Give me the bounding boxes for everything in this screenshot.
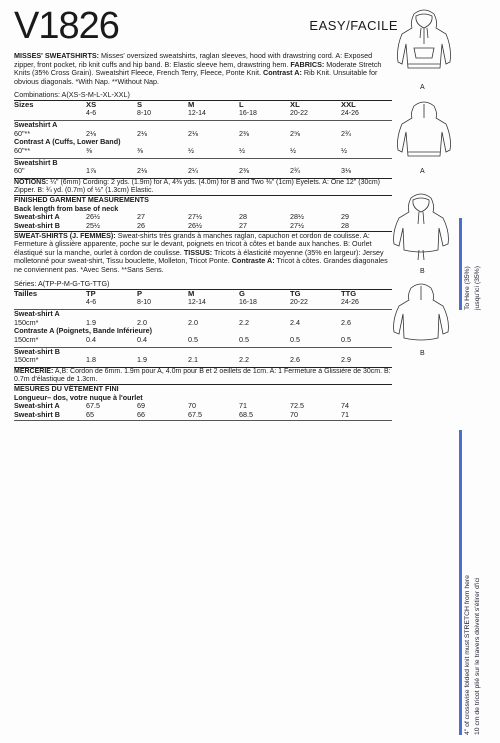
range-cell: 8-10 bbox=[137, 298, 152, 306]
contraste-a-row-fr bbox=[14, 336, 392, 345]
yardage-cell: 2⅛ bbox=[137, 128, 147, 138]
measure-cell: 27½ bbox=[188, 212, 202, 222]
yardage-cell: ⅜ bbox=[86, 145, 92, 155]
metrage-cell: 2.4 bbox=[290, 317, 300, 327]
sweat-shirt-b-label-fr: Sweat-shirt B bbox=[14, 346, 60, 356]
metrage-cell: 0.5 bbox=[188, 335, 198, 345]
metrage-cell: 2.1 bbox=[188, 355, 198, 365]
yardage-cell: ½ bbox=[188, 145, 194, 155]
contrast-a-label: Contrast A (Cuffs, Lower Band) bbox=[14, 137, 121, 147]
size-cell: S bbox=[137, 99, 143, 109]
metrage-cell: 1.9 bbox=[86, 317, 96, 327]
measure-cell: 27 bbox=[239, 220, 247, 230]
size-cell: M bbox=[188, 289, 195, 299]
sweatshirt-a-front-drawing bbox=[392, 6, 456, 84]
metrage-cell: 0.5 bbox=[290, 335, 300, 345]
yardage-cell: ½ bbox=[290, 145, 296, 155]
finished-a-label: Sweat-shirt A bbox=[14, 212, 60, 222]
french-description-text: Sweat-shirts très grands à manches raglan, capuchon et cordon de coulisse. A: Fermeture à glissière apparente, poche sur le devant, poignets en tricot à côtes et bande aux hanches. B: Ourlet élastiqué sur la manche, ourlet à cordon de coulisse. bbox=[14, 230, 372, 257]
range-cell: 24-26 bbox=[341, 298, 359, 306]
header bbox=[14, 4, 398, 48]
range-cell: 12-14 bbox=[188, 109, 206, 117]
yardage-cell: 2⅛ bbox=[188, 128, 198, 138]
range-cell: 16-18 bbox=[239, 109, 257, 117]
metrage-cell: 2.0 bbox=[137, 317, 147, 327]
mercerie bbox=[14, 368, 392, 384]
range-cell: 8-10 bbox=[137, 109, 152, 117]
measure-cell: 26 bbox=[137, 220, 145, 230]
size-cell: M bbox=[188, 99, 195, 109]
yardage-cell: 2⅛ bbox=[86, 128, 96, 138]
metrage-cell: 0.5 bbox=[341, 335, 351, 345]
difficulty-level: EASY/FACILE bbox=[309, 18, 398, 33]
metrage-cell: 1.9 bbox=[137, 355, 147, 365]
stretch-instruction-en: 4" of crosswise folded knit must STRETCH from here bbox=[464, 575, 471, 735]
size-cell: XXL bbox=[341, 99, 356, 109]
finished-b-row bbox=[14, 222, 392, 231]
fabric-width: 150cm* bbox=[14, 355, 39, 365]
finished-a-row bbox=[14, 213, 392, 222]
finished-a-label-fr: Sweat-shirt A bbox=[14, 401, 60, 411]
measure-cell: 70 bbox=[188, 401, 196, 411]
stretch-instruction-fr: 10 cm de tricot plié sur le travers doivent s'étirer d'ici bbox=[474, 577, 481, 735]
size-cell: TP bbox=[86, 289, 96, 299]
measure-cell: 28½ bbox=[290, 212, 304, 222]
sweat-shirt-a-label-fr: Sweat-shirt A bbox=[14, 309, 60, 319]
fabrics-label: FABRICS: bbox=[290, 59, 325, 69]
sweat-shirt-b-row-fr bbox=[14, 356, 392, 365]
metrage-cell: 0.4 bbox=[137, 335, 147, 345]
size-cell: G bbox=[239, 289, 245, 299]
english-description-text: Misses' oversized sweatshirts, raglan sleeves, hood with drawstring cord. A: Exposed zipper, front pocket, rib knit cuffs and hip band. B: Elastic sleeve hem, drawstring hem. bbox=[14, 51, 373, 69]
french-title: SWEAT-SHIRTS (J. FEMMES): bbox=[14, 230, 116, 240]
notions-label: NOTIONS: bbox=[14, 178, 49, 186]
yardage-cell: 2⅜ bbox=[239, 128, 249, 138]
fabric-width: 60" bbox=[14, 166, 25, 176]
metrage-cell: 2.9 bbox=[341, 355, 351, 365]
measure-cell: 67.5 bbox=[86, 401, 100, 411]
combinations: Combinations: A(XS-S-M-L-XL-XXL) bbox=[14, 90, 130, 100]
yardage-cell: 1⅞ bbox=[86, 166, 96, 176]
range-row-fr bbox=[14, 299, 392, 308]
yardage-cell: 2⅛ bbox=[137, 166, 147, 176]
metrage-cell: 2.2 bbox=[239, 317, 249, 327]
sweatshirt-b-front-drawing bbox=[388, 190, 454, 268]
sketch-back-b bbox=[388, 282, 454, 348]
measure-cell: 29 bbox=[341, 212, 349, 222]
size-header-row-fr bbox=[14, 290, 392, 299]
size-cell: XL bbox=[290, 99, 300, 109]
contrast-a-row bbox=[14, 147, 392, 156]
metrage-cell: 1.8 bbox=[86, 355, 96, 365]
size-cell: TTG bbox=[341, 289, 357, 299]
measure-cell: 70 bbox=[290, 410, 298, 419]
metrage-cell: 2.6 bbox=[341, 317, 351, 327]
fabrics-text: Moderate Stretch Knits (35% Cross Grain). Sweatshirt Fleece, French Terry, Fleece, Ponte Knit. bbox=[14, 59, 382, 78]
contraste-label: Contraste A: bbox=[231, 256, 275, 266]
measure-cell: 26½ bbox=[86, 212, 100, 222]
size-cell: L bbox=[239, 99, 244, 109]
to-here-marker bbox=[459, 218, 462, 310]
size-cell: P bbox=[137, 289, 143, 299]
back-length-label: Back length from base of neck bbox=[14, 203, 119, 213]
range-cell: 20-22 bbox=[290, 109, 308, 117]
finished-b-label: Sweat-shirt B bbox=[14, 220, 60, 230]
range-row bbox=[14, 110, 392, 119]
size-cell: XS bbox=[86, 99, 97, 109]
sweatshirt-a-back-drawing bbox=[392, 100, 456, 166]
yardage-cell: 2¼ bbox=[188, 166, 198, 176]
notions-text: ¼" (6mm) Cording: 2 yds. (1.9m) for A, 4⅜ yds. (4.0m) for B and Two ⅜" (1cm) Eyelets. A: One 12" (30cm) Zipper. B: ¾ yd. (0.7m) of ½" (1.3cm) Elastic. bbox=[14, 178, 381, 194]
stretch-bar bbox=[459, 430, 462, 735]
sizes-label: Sizes bbox=[14, 99, 34, 109]
notions bbox=[14, 179, 392, 195]
divider bbox=[14, 420, 392, 421]
measure-cell: 65 bbox=[86, 410, 94, 419]
measure-cell: 27½ bbox=[290, 220, 304, 230]
yardage-cell: 3⅛ bbox=[341, 166, 351, 176]
finished-title-fr: MESURES DU VÊTEMENT FINI bbox=[14, 384, 119, 394]
range-cell: 24-26 bbox=[341, 109, 359, 117]
sketch-label: A bbox=[420, 84, 425, 91]
to-here-label: To Here (35%) bbox=[464, 266, 471, 310]
yardage-cell: 2¾ bbox=[290, 166, 300, 176]
yardage-cell: ⅜ bbox=[137, 145, 143, 155]
metrage-cell: 0.4 bbox=[86, 335, 96, 345]
fabric-width: 60"** bbox=[14, 128, 31, 138]
measure-cell: 26½ bbox=[188, 220, 202, 230]
measure-cell: 67.5 bbox=[188, 410, 202, 419]
measure-cell: 27 bbox=[137, 212, 145, 222]
measure-cell: 25½ bbox=[86, 220, 100, 230]
sketch-back-a bbox=[392, 100, 456, 166]
sweatshirt-b-row bbox=[14, 167, 392, 176]
sketch-front-a bbox=[392, 6, 456, 84]
size-cell: TG bbox=[290, 289, 301, 299]
jusqu-ici-label: jusqu'ici (35%) bbox=[474, 266, 481, 310]
pattern-info bbox=[14, 52, 392, 421]
english-description bbox=[14, 52, 392, 86]
sweatshirt-b-back-drawing bbox=[388, 282, 454, 348]
back-length-label-fr: Longueur– dos, votre nuque à l'ourlet bbox=[14, 392, 143, 402]
mercerie-text: A,B: Cordon de 6mm. 1.9m pour A, 4.0m pour B et 2 oeillets de 1cm. A: 1 Fermeture à Glissière de 30cm. B: 0.7m d'élastique de 1.3cm. bbox=[14, 367, 391, 384]
fabric-width: 150cm* bbox=[14, 317, 39, 327]
measure-cell: 66 bbox=[137, 410, 145, 419]
range-cell: 4-6 bbox=[86, 298, 97, 306]
measure-cell: 68.5 bbox=[239, 410, 253, 419]
finished-a-row-fr bbox=[14, 402, 392, 411]
sketch-label: B bbox=[420, 268, 425, 275]
contrast-label: Contrast A: bbox=[263, 68, 302, 78]
size-header-row bbox=[14, 101, 392, 110]
finished-title: FINISHED GARMENT MEASUREMENTS bbox=[14, 195, 149, 205]
sweatshirt-a-label: Sweatshirt A bbox=[14, 120, 58, 130]
metrage-cell: 0.5 bbox=[239, 335, 249, 345]
sweatshirt-b-label: Sweatshirt B bbox=[14, 157, 58, 167]
yardage-cell: ½ bbox=[239, 145, 245, 155]
contrast-text: Rib Knit. Unsuitable for obvious diagonals. *With Nap. **Without Nap. bbox=[14, 68, 378, 86]
metrage-cell: 2.2 bbox=[239, 355, 249, 365]
sketch-label: B bbox=[420, 350, 425, 357]
yardage-cell: 2⅝ bbox=[290, 128, 300, 138]
measure-cell: 28 bbox=[239, 212, 247, 222]
tailles-label: Tailles bbox=[14, 289, 38, 299]
fabric-width: 60"** bbox=[14, 145, 31, 155]
range-cell: 20-22 bbox=[290, 298, 308, 306]
measure-cell: 69 bbox=[137, 401, 145, 411]
metrage-cell: 2.0 bbox=[188, 317, 198, 327]
measure-cell: 72.5 bbox=[290, 401, 304, 411]
pattern-number: V1826 bbox=[14, 5, 119, 47]
metrage-cell: 2.6 bbox=[290, 355, 300, 365]
range-cell: 16-18 bbox=[239, 298, 257, 306]
sketch-label: A bbox=[420, 168, 425, 175]
tissus-text: Tricots à élasticité moyenne (35% en largeur): Jersey molletonné pour sweat-shirt, Tissu bouclette, Molleton, Tricot Ponte. bbox=[14, 247, 384, 266]
measure-cell: 28 bbox=[341, 220, 349, 230]
french-description bbox=[14, 232, 392, 275]
english-title: MISSES' SWEATSHIRTS: bbox=[14, 51, 100, 60]
range-cell: 12-14 bbox=[188, 298, 206, 306]
measure-cell: 71 bbox=[341, 410, 349, 419]
sketch-front-b bbox=[388, 190, 454, 268]
fabric-width: 150cm* bbox=[14, 335, 39, 345]
measure-cell: 74 bbox=[341, 401, 349, 411]
yardage-cell: ½ bbox=[341, 145, 347, 155]
mercerie-label: MERCERIE: bbox=[14, 367, 54, 375]
yardage-cell: 2⅜ bbox=[239, 166, 249, 176]
finished-b-label-fr: Sweat-shirt B bbox=[14, 410, 60, 419]
range-cell: 4-6 bbox=[86, 109, 97, 117]
tissus-label: TISSUS: bbox=[183, 247, 213, 257]
series: Séries: A(TP-P-M-G-TG-TTG) bbox=[14, 279, 110, 289]
finished-b-row-fr bbox=[14, 411, 392, 420]
contraste-text: Tricot à côtes. Grandes diagonales ne conviennent pas. *Avec Sens. **Sans Sens. bbox=[14, 256, 388, 274]
measure-cell: 71 bbox=[239, 401, 247, 411]
yardage-cell: 2¾ bbox=[341, 128, 351, 138]
contraste-a-label-fr: Contraste A (Poignets, Bande Inférieure) bbox=[14, 326, 153, 336]
